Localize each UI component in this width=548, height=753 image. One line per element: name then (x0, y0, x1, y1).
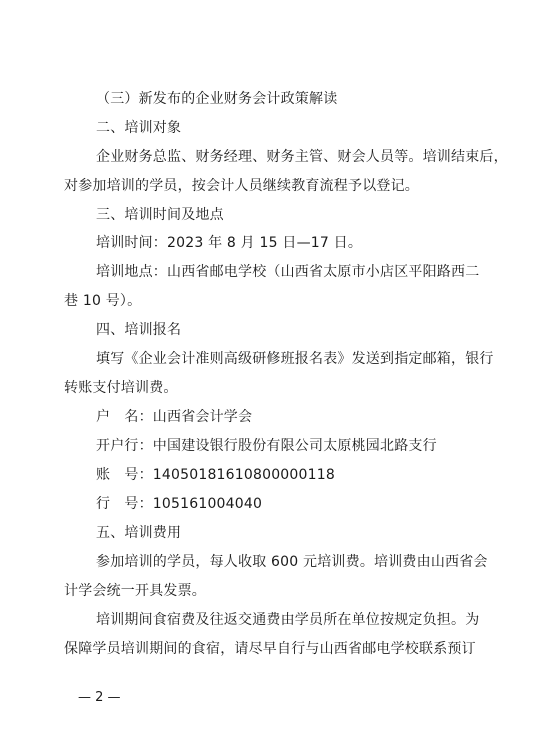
bank-branch: 开户行：中国建设银行股份有限公司太原桃园北路支行 (96, 438, 437, 454)
heading-registration: 四、培训报名 (96, 322, 182, 338)
item-policy-interpretation: （三）新发布的企业财务会计政策解读 (96, 91, 338, 107)
page-number: — 2 — (78, 690, 121, 705)
heading-time-location: 三、培训时间及地点 (96, 207, 224, 223)
paragraph-target-line-1: 企业财务总监、财务经理、财务主管、财会人员等。培训结束后， (96, 149, 508, 165)
training-time: 培训时间：2023 年 8 月 15 日—17 日。 (96, 235, 363, 251)
training-location-line-2: 巷 10 号）。 (64, 293, 142, 309)
lodging-line-2: 保障学员培训期间的食宿，请尽早自行与山西省邮电学校联系预订 (64, 641, 476, 657)
heading-training-fee: 五、培训费用 (96, 525, 182, 541)
account-number: 账 号：14050181610800000118 (96, 467, 335, 483)
paragraph-target-line-2: 对参加培训的学员，按会计人员继续教育流程予以登记。 (64, 178, 419, 194)
registration-line-1: 填写《企业会计准则高级研修班报名表》发送到指定邮箱，银行 (96, 351, 494, 367)
fee-line-1: 参加培训的学员，每人收取 600 元培训费。培训费由山西省会 (96, 554, 488, 570)
lodging-line-1: 培训期间食宿费及往返交通费由学员所在单位按规定负担。为 (96, 612, 480, 628)
training-location-line-1: 培训地点：山西省邮电学校（山西省太原市小店区平阳路西二 (96, 264, 480, 280)
heading-training-target: 二、培训对象 (96, 120, 182, 136)
bank-code: 行 号：105161004040 (96, 496, 263, 512)
registration-line-2: 转账支付培训费。 (64, 380, 178, 396)
account-name: 户 名：山西省会计学会 (96, 409, 253, 425)
fee-line-2: 计学会统一开具发票。 (64, 583, 206, 599)
